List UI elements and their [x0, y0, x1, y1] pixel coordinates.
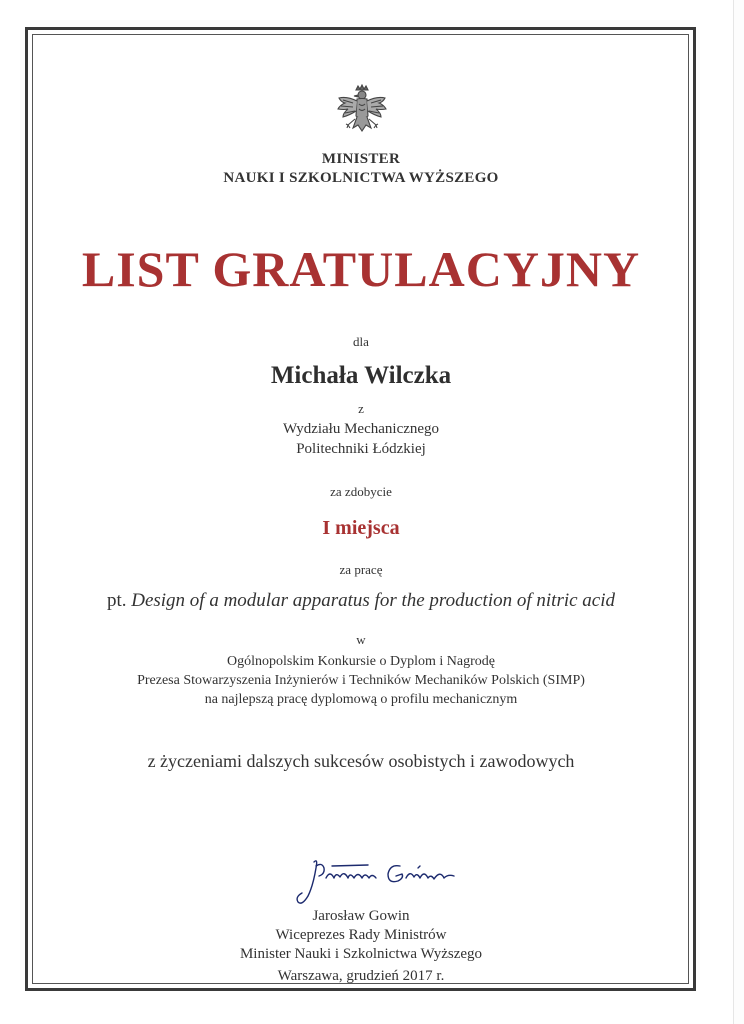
wishes-text: z życzeniami dalszych sukcesów osobistych i zawodowych [147, 751, 575, 771]
ministry-line-1: MINISTER [321, 151, 401, 167]
competition-line-2: Prezesa Stowarzyszenia Inżynierów i Techników Mechaników Polskich (SIMP) [137, 673, 585, 688]
certificate-title: LIST GRATULACYJNY [81, 241, 641, 297]
faculty-line-2: Politechniki Łódzkiej [296, 441, 426, 457]
work-prefix: pt. [106, 590, 127, 611]
award-place: I miejsca [322, 517, 400, 539]
place-and-date: Warszawa, grudzień 2017 r. [277, 968, 445, 984]
award-intro: za zdobycie [330, 484, 392, 499]
competition-line-1: Ogólnopolskim Konkursie o Dyplom i Nagrodę [227, 654, 495, 669]
competition-description [0, 652, 722, 709]
signatory-block [0, 907, 722, 964]
competition-intro: w [356, 632, 366, 647]
recipient-name: Michała Wilczka [270, 362, 452, 389]
handwritten-signature [292, 852, 462, 912]
signatory-role-2: Minister Nauki i Szkolnictwa Wyższego [239, 946, 483, 962]
faculty-line-1: Wydziału Mechanicznego [282, 421, 440, 437]
signatory-role-1: Wiceprezes Rady Ministrów [275, 927, 447, 943]
ministry-heading [0, 150, 722, 188]
recipient-prefix: dla [353, 334, 369, 349]
work-title-line [0, 590, 722, 612]
signatory-name: Jarosław Gowin [312, 908, 410, 924]
competition-line-3: na najlepszą pracę dyplomową o profilu mechanicznym [204, 692, 518, 707]
recipient-faculty [0, 419, 722, 459]
work-intro: za pracę [339, 562, 383, 577]
recipient-from: z [358, 401, 364, 416]
ministry-line-2: NAUKI I SZKOLNICTWA WYŻSZEGO [223, 170, 499, 186]
polish-eagle-emblem-icon [335, 84, 389, 144]
work-title: Design of a modular apparatus for the production of nitric acid [131, 590, 616, 611]
